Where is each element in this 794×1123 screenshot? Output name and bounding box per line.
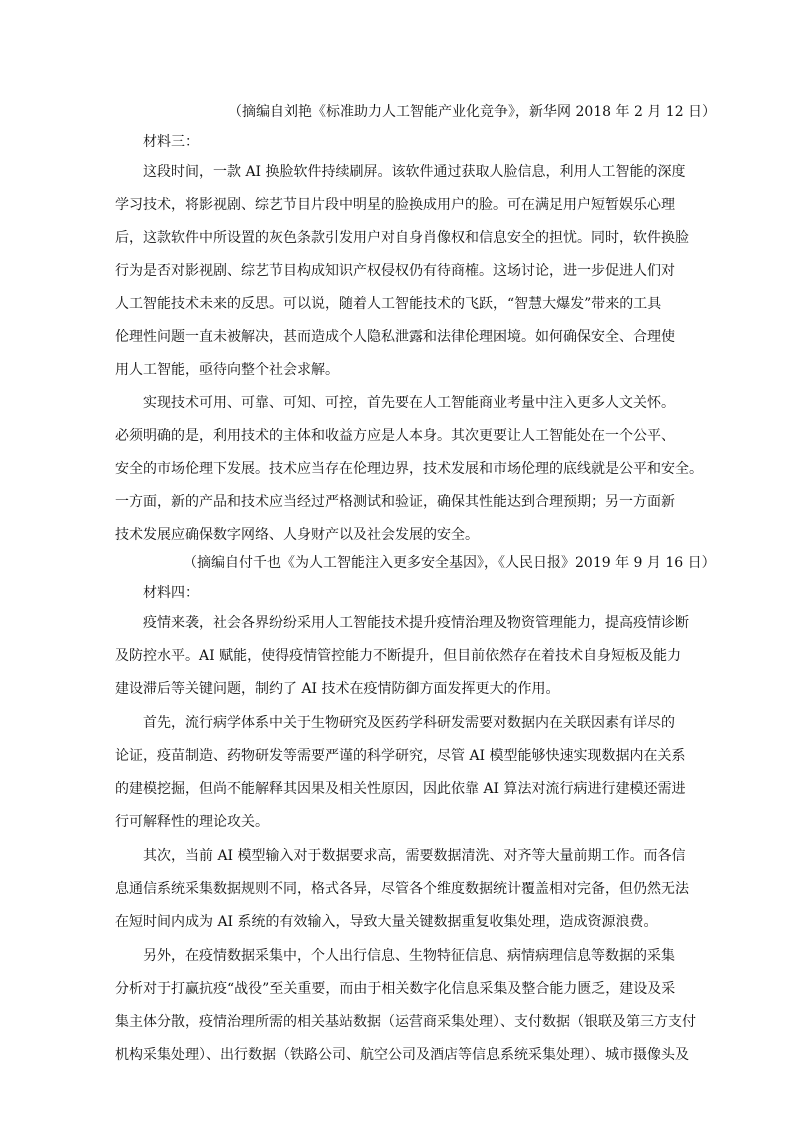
paragraph-line: 其次，当前 AI 模型输入对于数据要求高，需要数据清洗、对齐等大量前期工作。而各信 [143, 848, 686, 864]
paragraph-line: 息通信系统采集数据规则不同，格式各异，尽管各个维度数据统计覆盖相对完备，但仍然无法 [115, 881, 689, 897]
paragraph-line: 后，这款软件中所设置的灰色条款引发用户对自身肖像权和信息安全的担忧。同时，软件换脸 [115, 230, 689, 246]
paragraph-line: 用人工智能，亟待向整个社会求解。 [115, 362, 339, 378]
paragraph-line: 论证，疫苗制造、药物研发等需要严谨的科学研究，尽管 AI 模型能够快速实现数据内在关系 [115, 748, 686, 764]
paragraph-line: 的建模挖掘，但尚不能解释其因果及相关性原因，因此依靠 AI 算法对流行病进行建模还需进 [115, 781, 686, 797]
paragraph-line: 行为是否对影视剧、综艺节目构成知识产权侵权仍有待商榷。这场讨论，进一步促进人们对 [115, 263, 675, 279]
paragraph-line: 这段时间，一款 AI 换脸软件持续刷屏。该软件通过获取人脸信息，利用人工智能的深度 [143, 164, 686, 180]
paragraph-line: 人工智能技术未来的反思。可以说，随着人工智能技术的飞跃，“智慧大爆发”带来的工具 [115, 296, 662, 312]
source-citation-material-three: （摘编自付千也《为人工智能注入更多安全基因》，《人民日报》2019 年 9 月 16 日） [183, 555, 716, 571]
paragraph-line: 学习技术，将影视剧、综艺节目片段中明星的脸换成用户的脸。可在满足用户短暂娱乐心理 [115, 197, 675, 213]
material-four-heading: 材料四： [143, 585, 199, 601]
paragraph-line: 一方面，新的产品和技术应当经过严格测试和验证，确保其性能达到合理预期；另一方面新 [115, 494, 675, 510]
paragraph-line: 必须明确的是，利用技术的主体和收益方应是人本身。其次更要让人工智能处在一个公平、 [115, 428, 675, 444]
source-citation-previous: （摘编自刘艳《标准助力人工智能产业化竞争》，新华网 2018 年 2 月 12 日） [228, 104, 717, 120]
paragraph-line: 建设滞后等关键问题，制约了 AI 技术在疫情防御方面发挥更大的作用。 [115, 681, 560, 697]
paragraph-line: 安全的市场伦理下发展。技术应当存在伦理边界，技术发展和市场伦理的底线就是公平和安全。 [115, 461, 703, 477]
material-three-heading: 材料三： [143, 134, 199, 150]
paragraph-line: 行可解释性的理论攻关。 [115, 814, 269, 830]
paragraph-line: 另外，在疫情数据采集中，个人出行信息、生物特征信息、病情病理信息等数据的采集 [143, 948, 675, 964]
paragraph-line: 及防控水平。AI 赋能，使得疫情管控能力不断提升，但目前依然存在着技术自身短板及能力 [115, 648, 682, 664]
paragraph-line: 技术发展应确保数字网络、人身财产以及社会发展的安全。 [115, 527, 479, 543]
paragraph-line: 集主体分散，疫情治理所需的相关基站数据（运营商采集处理）、支付数据（银联及第三方支付 [115, 1014, 696, 1030]
paragraph-line: 机构采集处理）、出行数据（铁路公司、航空公司及酒店等信息系统采集处理）、城市摄像头及 [115, 1047, 689, 1063]
paragraph-line: 实现技术可用、可靠、可知、可控，首先要在人工智能商业考量中注入更多人文关怀。 [143, 395, 675, 411]
paragraph-line: 分析对于打赢抗疫“战役”至关重要，而由于相关数字化信息采集及整合能力匮乏，建设及采 [115, 981, 676, 997]
paragraph-line: 疫情来袭，社会各界纷纷采用人工智能技术提升疫情治理及物资管理能力，提高疫情诊断 [143, 615, 689, 631]
paragraph-line: 首先，流行病学体系中关于生物研究及医药学科研发需要对数据内在关联因素有详尽的 [143, 715, 675, 731]
paragraph-line: 伦理性问题一直未被解决，甚而造成个人隐私泄露和法律伦理困境。如何确保安全、合理使 [115, 329, 675, 345]
paragraph-line: 在短时间内成为 AI 系统的有效输入，导致大量关键数据重复收集处理，造成资源浪费。 [115, 914, 658, 930]
